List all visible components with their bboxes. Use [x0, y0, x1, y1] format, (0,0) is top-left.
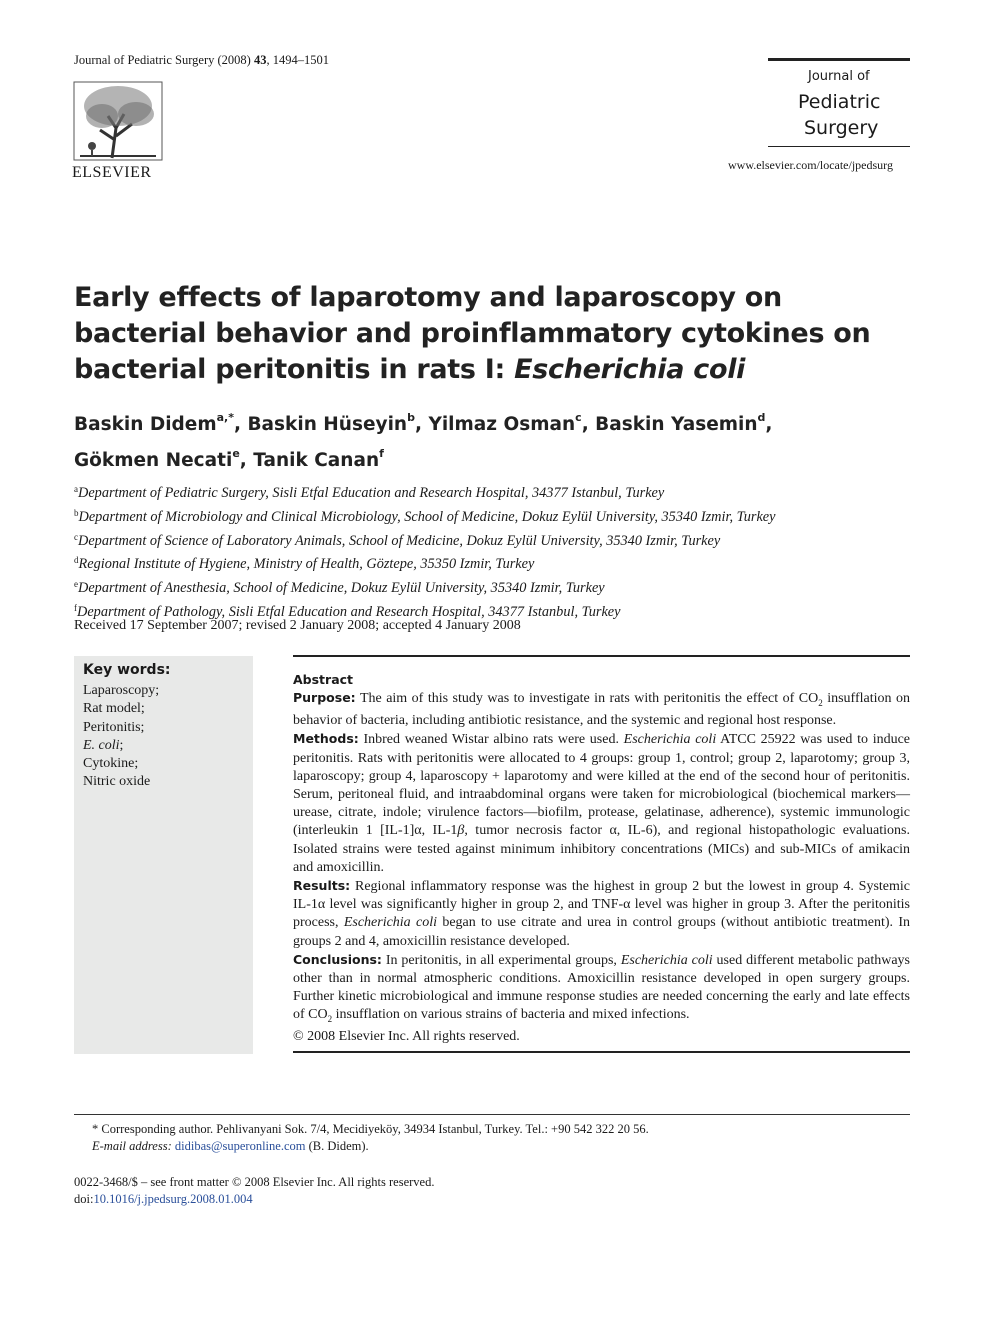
- affiliation: [74, 528, 934, 552]
- author-name: Baskin Didem: [74, 414, 217, 435]
- tree-icon: [72, 80, 164, 164]
- keyword-sep: ;: [119, 737, 124, 753]
- journal-logo-line2: Pediatric: [798, 91, 881, 113]
- affiliation: [74, 551, 934, 575]
- affiliation-sup: f: [74, 602, 77, 613]
- conclusions-text-2: used different metabolic pathways other than in normal atmospheric conditions. Amoxicillin resistance developed in open surgery groups. Further kinetic microbiological and immune response studies are needed concerning the early and late effects of CO: [293, 952, 910, 1023]
- author-list: [74, 403, 914, 475]
- email-suffix: (B. Didem).: [305, 1139, 369, 1153]
- author-sup: b: [407, 411, 415, 424]
- keyword: Rat model;: [83, 701, 145, 717]
- keywords-box: [74, 656, 253, 1054]
- author: [74, 411, 248, 435]
- affiliation-list: [74, 480, 934, 623]
- article-dates: Received 17 September 2007; revised 2 January 2008; accepted 4 January 2008: [74, 618, 521, 633]
- keywords-title: Key words:: [83, 662, 171, 678]
- corresponding-author: * Corresponding author. Pehlivanyani Sok. 7/4, Mecidiyeköy, 34934 Istanbul, Turkey. Tel.: +90 542 322 20 56.: [92, 1122, 649, 1136]
- keyword: Laparoscopy;: [83, 683, 160, 698]
- conclusions-sub: 2: [327, 1014, 333, 1025]
- journal-logo: [768, 58, 910, 149]
- results-text-2: began to use citrate and urea in control groups (without antibiotic treatment). In groups 2 and 4, amoxicillin resistance developed.: [293, 915, 910, 949]
- issn-block: [74, 1174, 434, 1208]
- abstract-methods: [293, 730, 910, 877]
- publisher-name: ELSEVIER: [72, 164, 152, 181]
- methods-text: Inbred weaned Wistar albino rats were used.: [363, 732, 624, 748]
- results-text: Regional inflammatory response was the highest in group 2 but the lowest in group 4. Systemic IL-1α level was significantly higher in group 2, and TNF-α level was higher in group 3. After the peritonitis process,: [293, 879, 911, 931]
- author-sup: d: [757, 411, 766, 424]
- journal-logo-line3: Surgery: [804, 117, 879, 139]
- results-label: Results:: [293, 878, 351, 894]
- author: [247, 411, 429, 435]
- keyword: Cytokine;: [83, 756, 139, 772]
- affiliation: [74, 504, 934, 528]
- conclusions-italic: Escherichia coli: [620, 952, 713, 968]
- affiliation-text: Department of Pathology, Sisli Etfal Education and Research Hospital, 34377 Istanbul, Turkey: [77, 603, 621, 620]
- title-main: Early effects of laparotomy and laparoscopy on bacterial behavior and proinflammatory cytokines on bacterial peritonitis in rats I:: [74, 282, 871, 385]
- citation-pages: , 1494–1501: [266, 53, 329, 67]
- citation-volume: 43: [253, 53, 267, 67]
- purpose-text-2: insufflation on behavior of bacteria, including antibiotic resistance, and the systemic and regional host response.: [293, 691, 910, 729]
- author: [74, 447, 254, 471]
- author: [595, 411, 773, 435]
- abstract: [293, 671, 910, 1047]
- conclusions-text: In peritonitis, in all experimental groups,: [385, 952, 621, 968]
- email-line: [92, 1138, 649, 1155]
- affiliation-text: Department of Anesthesia, School of Medicine, Dokuz Eylül University, 35340 Izmir, Turkey: [78, 580, 605, 597]
- journal-url[interactable]: www.elsevier.com/locate/jpedsurg: [728, 158, 893, 172]
- doi-label: doi:: [74, 1192, 94, 1206]
- author-name: Baskin Yasemin: [595, 414, 758, 435]
- footnote-rule: [74, 1114, 910, 1115]
- keyword: Nitric oxide: [83, 774, 151, 790]
- keyword: Peritonitis;: [83, 719, 145, 735]
- affiliation-text: Department of Science of Laboratory Animals, School of Medicine, Dokuz Eylül University, 35340 Izmir, Turkey: [78, 532, 721, 549]
- abstract-top-rule: [293, 655, 910, 657]
- methods-text-2: ATCC 25922 was used to induce peritonitis. Rats with peritonitis were allocated to 4 groups: group 1, control; group 2, laparotomy; group 3, laparoscopy; group 4, laparoscopy + laparotomy and were killed at the end of the second hour of peritonitis. Serum, peritoneal fluid, and intraabdominal organs were taken for microbiological (biochemical markers—urease, citrate, indole; virulence factors—biofilm, protease, gelatinase, adherence), systemic immunologic (interleukin 1 [IL-1]α, IL-1: [293, 732, 911, 839]
- author-name: Baskin Hüseyin: [247, 414, 408, 435]
- author-name: Tanik Canan: [253, 450, 380, 471]
- author-sup: f: [379, 447, 384, 460]
- methods-text-3: , tumor necrosis factor α, IL-6), and regional histopathologic evaluations. Isolated strains were tested against minimum inhibitory concentrations (MICs) and sub-MICs of amikacin and amoxicillin.: [293, 823, 910, 875]
- abstract-copyright: © 2008 Elsevier Inc. All rights reserved.: [293, 1029, 520, 1045]
- doi-line: [74, 1191, 434, 1208]
- author: [253, 447, 384, 471]
- purpose-label: Purpose:: [293, 690, 356, 706]
- email-label: E-mail address:: [92, 1139, 172, 1153]
- journal-logo-rule: [768, 146, 910, 147]
- footnote: [92, 1121, 649, 1155]
- affiliation-sup: a: [74, 484, 78, 494]
- title-italic: Escherichia coli: [514, 354, 746, 385]
- author-name: Gökmen Necati: [74, 450, 233, 471]
- citation-journal: Journal of Pediatric Surgery (2008): [74, 53, 254, 67]
- affiliation: [74, 480, 934, 504]
- author-sup: a,*: [216, 411, 234, 424]
- results-italic: Escherichia coli: [343, 915, 437, 931]
- journal-citation: [74, 53, 329, 68]
- affiliation-sup: b: [74, 507, 79, 518]
- affiliation-sup: c: [74, 531, 78, 542]
- affiliation-sup: e: [74, 579, 78, 590]
- affiliation-text: Department of Pediatric Surgery, Sisli Etfal Education and Research Hospital, 34377 Istanbul, Turkey: [78, 485, 665, 501]
- methods-italic-2: β: [457, 823, 465, 839]
- author-name: Yilmaz Osman: [428, 414, 576, 435]
- author-sep: ,: [239, 450, 254, 471]
- affiliation: [74, 575, 934, 599]
- keyword: [83, 737, 159, 755]
- affiliation-text: Regional Institute of Hygiene, Ministry of Health, Göztepe, 35350 Izmir, Turkey: [78, 556, 535, 573]
- abstract-conclusions: [293, 951, 910, 1029]
- methods-label: Methods:: [293, 731, 359, 747]
- email-link[interactable]: didibas@superonline.com: [174, 1139, 306, 1153]
- journal-logo-line1: Journal of: [808, 69, 870, 84]
- conclusions-text-3: insufflation on various strains of bacteria and mixed infections.: [332, 1007, 690, 1023]
- abstract-bottom-rule: [293, 1051, 910, 1053]
- abstract-heading: Abstract: [293, 672, 354, 687]
- conclusions-label: Conclusions:: [293, 951, 382, 967]
- affiliation-text: Department of Microbiology and Clinical Microbiology, School of Medicine, Dokuz Eylül University, 35340 Izmir, Turkey: [78, 508, 776, 525]
- author-sup: e: [232, 447, 240, 460]
- author-sep: ,: [233, 414, 248, 435]
- purpose-text: The aim of this study was to investigate in rats with peritonitis the effect of CO: [359, 691, 819, 707]
- author: [428, 411, 596, 435]
- affiliation-sup: d: [74, 555, 79, 566]
- keyword-italic: E. coli: [83, 737, 120, 753]
- abstract-purpose: [293, 689, 910, 730]
- author-sep: ,: [414, 414, 429, 435]
- doi-link[interactable]: 10.1016/j.jpedsurg.2008.01.004: [93, 1192, 253, 1206]
- article-title: [74, 280, 914, 388]
- methods-italic: Escherichia coli: [623, 732, 717, 748]
- author-sup: c: [575, 411, 582, 424]
- issn-line: 0022-3468/$ – see front matter © 2008 Elsevier Inc. All rights reserved.: [74, 1175, 435, 1189]
- author-sep: ,: [581, 414, 596, 435]
- keywords-list: [83, 682, 159, 792]
- purpose-sub: 2: [818, 698, 823, 708]
- abstract-results: [293, 877, 910, 951]
- author-sep: ,: [765, 414, 773, 435]
